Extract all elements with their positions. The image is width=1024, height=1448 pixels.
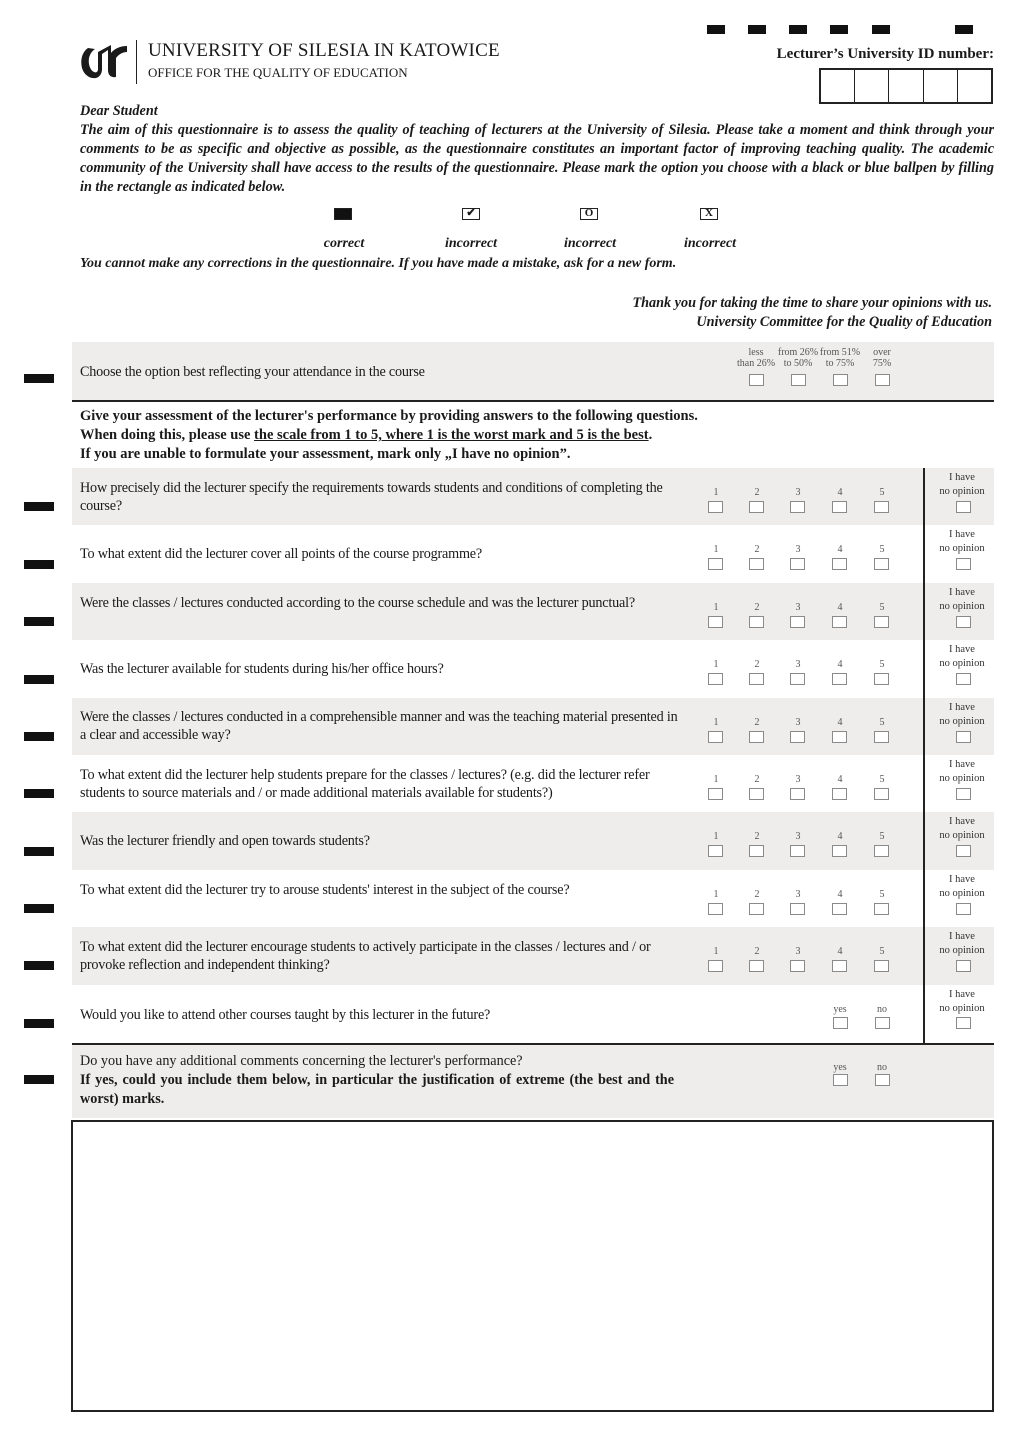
scale-label: 3 (795, 659, 801, 671)
mark-example-filled (334, 208, 352, 220)
rating-checkbox[interactable] (708, 673, 723, 685)
timing-mark-left (24, 1019, 54, 1028)
no-opinion-line: no opinion (939, 887, 985, 899)
scale-explanation: the scale from 1 to 5, where 1 is the worst mark and 5 is the best (254, 427, 649, 443)
scale-label: 3 (795, 601, 801, 613)
intro-text (80, 102, 994, 197)
future-no-checkbox[interactable] (875, 1017, 890, 1029)
no-opinion-line: no opinion (939, 773, 985, 784)
rating-checkbox[interactable] (708, 501, 723, 513)
rating-checkbox[interactable] (874, 788, 889, 800)
rating-checkbox[interactable] (708, 788, 723, 800)
scale-label: 1 (713, 601, 719, 613)
scale-label: 4 (837, 946, 843, 958)
timing-mark-left (24, 789, 54, 798)
timing-mark-left (24, 732, 54, 741)
mark-example-label: correct (323, 236, 365, 251)
scale-label: 4 (837, 487, 843, 498)
scale-label: 1 (713, 888, 719, 900)
scale-label: 3 (795, 888, 801, 900)
comments-question-line: If yes, could you include them below, in particular the justification of extreme (the best and the worst) marks. (80, 1072, 674, 1107)
scale-label: 3 (795, 544, 801, 556)
rating-checkbox[interactable] (749, 960, 764, 972)
no-opinion-checkbox[interactable] (956, 788, 971, 800)
rating-checkbox[interactable] (790, 960, 805, 972)
no-opinion-label (924, 586, 1000, 614)
rating-checkbox[interactable] (790, 845, 805, 857)
instruction-line: Give your assessment of the lecturer's performance by providing answers to the following questions. (80, 408, 698, 424)
rating-checkbox[interactable] (790, 558, 805, 570)
lecturer-id-field[interactable] (819, 68, 993, 104)
comments-yes-checkbox[interactable] (833, 1074, 848, 1086)
question-text: Was the lecturer available for students during his/her office hours? (80, 660, 444, 677)
future-yes-checkbox[interactable] (833, 1017, 848, 1029)
rating-checkbox[interactable] (832, 903, 847, 915)
office-name: OFFICE FOR THE QUALITY OF EDUCATION (148, 65, 408, 80)
timing-mark-left (24, 675, 54, 684)
rating-checkbox[interactable] (749, 501, 764, 513)
scale-label: 5 (879, 946, 885, 958)
rating-checkbox[interactable] (832, 731, 847, 743)
no-opinion-label (924, 471, 1000, 499)
rating-checkbox[interactable] (708, 616, 723, 628)
no-opinion-line: I have (949, 989, 975, 1000)
question-text: Were the classes / lectures conducted according to the course schedule and was the lecturer punctual? (80, 594, 635, 611)
no-opinion-checkbox[interactable] (956, 960, 971, 972)
rating-checkbox[interactable] (790, 731, 805, 743)
mark-example-cross: X (700, 208, 718, 220)
attendance-option-label (820, 347, 860, 369)
no-opinion-checkbox[interactable] (956, 903, 971, 915)
mark-example-label: incorrect (683, 236, 737, 251)
mark-example-label: incorrect (563, 236, 617, 251)
no-opinion-column-divider (923, 468, 925, 1044)
rating-checkbox[interactable] (708, 845, 723, 857)
thanks-line: Thank you for taking the time to share your opinions with us. (632, 295, 992, 311)
no-opinion-line: I have (949, 529, 975, 541)
rating-checkbox[interactable] (749, 673, 764, 685)
timing-mark-left (24, 904, 54, 913)
question-text: How precisely did the lecturer specify the requirements towards students and conditions of completing the course? (80, 479, 663, 514)
timing-mark-left (24, 961, 54, 970)
scale-label: 4 (837, 716, 843, 728)
attendance-option-line: to 75% (825, 358, 855, 369)
yes-label: yes (833, 1004, 847, 1015)
rating-checkbox[interactable] (832, 616, 847, 628)
no-opinion-label (924, 815, 1000, 843)
no-opinion-line: I have (949, 759, 975, 770)
rating-checkbox[interactable] (874, 673, 889, 685)
rating-checkbox[interactable] (790, 501, 805, 513)
no-opinion-checkbox[interactable] (956, 616, 971, 628)
scale-label: 3 (795, 831, 801, 843)
attendance-option-line: to 50% (783, 358, 813, 369)
scale-label: 2 (754, 774, 760, 785)
comments-textarea[interactable] (71, 1120, 994, 1412)
committee-signature: University Committee for the Quality of Education (696, 314, 992, 330)
future-course-question: Would you like to attend other courses taught by this lecturer in the future? (80, 1007, 491, 1023)
no-opinion-line: no opinion (939, 945, 985, 957)
rating-checkbox[interactable] (790, 616, 805, 628)
rating-checkbox[interactable] (832, 558, 847, 570)
mark-example-check: ✔ (462, 208, 480, 220)
id-digit-box[interactable] (821, 70, 855, 102)
question-text: To what extent did the lecturer help students prepare for the classes / lectures? (e.g. did the lecturer refer students to source materials and / or made additional materials available for students?) (80, 766, 650, 801)
question-text: Was the lecturer friendly and open towards students? (80, 833, 370, 850)
timing-mark-top (955, 25, 973, 34)
rating-checkbox[interactable] (749, 558, 764, 570)
no-opinion-line: no opinion (939, 1003, 985, 1014)
scale-label: 5 (879, 659, 885, 671)
timing-mark-left (24, 502, 54, 511)
scale-label: 4 (837, 888, 843, 900)
no-opinion-checkbox[interactable] (956, 673, 971, 685)
scale-label: 3 (795, 716, 801, 728)
rating-checkbox[interactable] (874, 501, 889, 513)
scale-label: 1 (713, 544, 719, 556)
id-digit-box[interactable] (924, 70, 958, 102)
scale-label: 5 (879, 544, 885, 556)
attendance-option-line: from 51% (819, 347, 861, 358)
rating-checkbox[interactable] (832, 788, 847, 800)
no-opinion-label (924, 701, 1000, 729)
scale-label: 2 (754, 487, 760, 498)
scale-label: 5 (879, 888, 885, 900)
attendance-checkbox[interactable] (833, 374, 848, 386)
scale-label: 2 (754, 659, 760, 671)
scale-label: 5 (879, 716, 885, 728)
attendance-option-line: 75% (872, 358, 892, 369)
scale-label: 2 (754, 544, 760, 556)
university-logo-icon (78, 42, 128, 82)
rating-checkbox[interactable] (708, 731, 723, 743)
rating-checkbox[interactable] (832, 845, 847, 857)
rating-checkbox[interactable] (832, 501, 847, 513)
scale-label: 1 (713, 716, 719, 728)
rating-checkbox[interactable] (749, 616, 764, 628)
question-text: To what extent did the lecturer encourage students to actively participate in the classes / lectures and / or provoke reflection and independent thinking? (80, 938, 651, 973)
attendance-option-line: from 26% (777, 347, 819, 358)
rating-checkbox[interactable] (832, 960, 847, 972)
lecturer-id-label: Lecturer’s University ID number: (776, 46, 994, 62)
rating-checkbox[interactable] (790, 673, 805, 685)
scale-label: 4 (837, 601, 843, 613)
no-opinion-line: no opinion (939, 600, 985, 612)
instruction-text: When doing this, please use (80, 427, 255, 443)
no-opinion-label (924, 528, 1000, 556)
question-text: To what extent did the lecturer cover all points of the course programme? (80, 546, 482, 563)
scale-label: 1 (713, 774, 719, 785)
rating-checkbox[interactable] (874, 558, 889, 570)
no-label: no (877, 1004, 887, 1015)
scale-label: 2 (754, 601, 760, 613)
rating-checkbox[interactable] (874, 960, 889, 972)
comments-question (80, 1052, 674, 1109)
timing-mark-left (24, 617, 54, 626)
timing-mark-top (872, 25, 890, 34)
timing-mark-top (789, 25, 807, 34)
university-name: UNIVERSITY OF SILESIA IN KATOWICE (148, 40, 500, 61)
mark-example-circle: O (580, 208, 598, 220)
scale-label: 3 (795, 774, 801, 785)
scale-label: 5 (879, 774, 885, 785)
id-digit-box[interactable] (855, 70, 889, 102)
timing-mark-left (24, 1075, 54, 1084)
no-opinion-label (924, 643, 1000, 671)
instruction-text: . (648, 427, 653, 443)
attendance-option-label (778, 347, 818, 369)
no-opinion-line: no opinion (939, 715, 985, 727)
rating-checkbox[interactable] (874, 845, 889, 857)
rating-checkbox[interactable] (749, 788, 764, 800)
timing-mark-top (830, 25, 848, 34)
timing-mark-left (24, 560, 54, 569)
corrections-warning: You cannot make any corrections in the questionnaire. If you have made a mistake, ask for a new form. (80, 256, 677, 271)
scale-label: 4 (837, 659, 843, 671)
scale-label: 5 (879, 831, 885, 843)
no-opinion-label (924, 758, 1000, 786)
attendance-checkbox[interactable] (749, 374, 764, 386)
logo-divider (136, 40, 137, 84)
no-opinion-line: I have (949, 472, 975, 483)
no-opinion-checkbox[interactable] (956, 845, 971, 857)
rating-checkbox[interactable] (790, 903, 805, 915)
attendance-option-label (737, 347, 775, 369)
rating-checkbox[interactable] (874, 903, 889, 915)
scale-label: 2 (754, 946, 760, 958)
rating-checkbox[interactable] (874, 731, 889, 743)
no-opinion-checkbox[interactable] (956, 731, 971, 743)
attendance-question: Choose the option best reflecting your attendance in the course (80, 364, 425, 380)
greeting: Dear Student (80, 103, 158, 119)
timing-mark-top (707, 25, 725, 34)
no-opinion-checkbox[interactable] (956, 558, 971, 570)
assessment-instructions (80, 407, 698, 464)
no-opinion-line: no opinion (939, 658, 985, 670)
rating-checkbox[interactable] (708, 558, 723, 570)
scale-label: 1 (713, 946, 719, 958)
no-opinion-line: no opinion (939, 543, 985, 555)
attendance-option-line: over (873, 347, 891, 358)
id-digit-box[interactable] (958, 70, 991, 102)
comments-question-line: Do you have any additional comments concerning the lecturer's performance? (80, 1053, 523, 1069)
no-label: no (877, 1062, 887, 1073)
scale-label: 4 (837, 774, 843, 785)
scale-label: 3 (795, 946, 801, 958)
timing-mark-left (24, 847, 54, 856)
scale-label: 5 (879, 487, 885, 498)
rating-checkbox[interactable] (708, 960, 723, 972)
rating-checkbox[interactable] (749, 903, 764, 915)
no-opinion-line: I have (949, 931, 975, 943)
scale-label: 4 (837, 544, 843, 556)
scale-label: 1 (713, 487, 719, 498)
no-opinion-line: I have (949, 586, 975, 598)
thanks-note (633, 294, 993, 332)
rating-checkbox[interactable] (708, 903, 723, 915)
yes-label: yes (833, 1062, 847, 1073)
future-no-opinion-checkbox[interactable] (956, 1017, 971, 1029)
scale-label: 4 (837, 831, 843, 843)
question-text: To what extent did the lecturer try to arouse students' interest in the subject of the course? (80, 881, 570, 898)
id-digit-box[interactable] (889, 70, 923, 102)
attendance-option-line: than 26% (736, 358, 776, 369)
scale-label: 1 (713, 831, 719, 843)
attendance-option-label (873, 347, 891, 369)
no-opinion-label (924, 930, 1000, 958)
timing-mark-top (748, 25, 766, 34)
scale-label: 2 (754, 716, 760, 728)
question-text: Were the classes / lectures conducted in a comprehensible manner and was the teaching material presented in a clear and accessible way? (80, 709, 678, 744)
scale-label: 2 (754, 831, 760, 843)
mark-example-label: incorrect (444, 236, 498, 251)
no-opinion-line: I have (949, 873, 975, 885)
no-opinion-line: no opinion (939, 830, 985, 842)
scale-label: 3 (795, 487, 801, 498)
comments-no-checkbox[interactable] (875, 1074, 890, 1086)
rating-checkbox[interactable] (874, 616, 889, 628)
timing-mark-left (24, 374, 54, 383)
rating-checkbox[interactable] (790, 788, 805, 800)
instruction-line (80, 426, 698, 445)
no-opinion-line: I have (949, 644, 975, 656)
scale-label: 1 (713, 659, 719, 671)
no-opinion-label (924, 873, 1000, 901)
rating-checkbox[interactable] (749, 731, 764, 743)
intro-body: The aim of this questionnaire is to assess the quality of teaching of lecturers at the University of Silesia. Please take a moment and think through your comments to be as specific and objective as possible, as the questionnaire constitutes an important factor of improving teaching quality. The academic community of the University shall have access to the results of the questionnaire. Please mark the option you choose with a black or blue ballpen by filling in the rectangle as indicated below. (80, 122, 994, 195)
section-divider (72, 400, 994, 402)
instruction-line: If you are unable to formulate your assessment, mark only „I have no opinion”. (80, 446, 571, 462)
no-opinion-line: I have (949, 701, 975, 713)
no-opinion-label (924, 988, 1000, 1016)
no-opinion-line: I have (949, 816, 975, 828)
rating-checkbox[interactable] (749, 845, 764, 857)
attendance-checkbox[interactable] (875, 374, 890, 386)
rating-checkbox[interactable] (832, 673, 847, 685)
scale-label: 2 (754, 888, 760, 900)
attendance-checkbox[interactable] (791, 374, 806, 386)
no-opinion-checkbox[interactable] (956, 501, 971, 513)
no-opinion-line: no opinion (939, 486, 985, 497)
scale-label: 5 (879, 601, 885, 613)
attendance-option-line: less (748, 347, 764, 358)
